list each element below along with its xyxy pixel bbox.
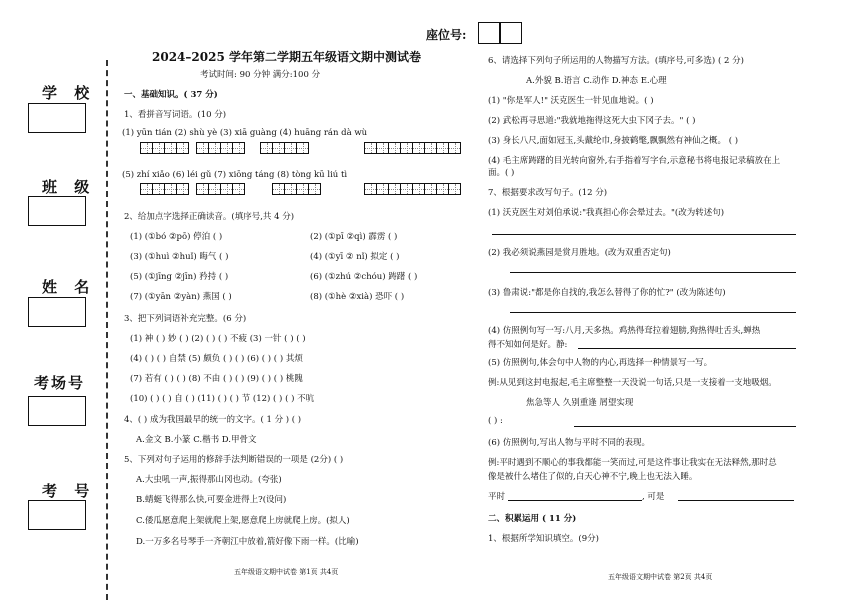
- answer-line-4[interactable]: [578, 348, 796, 349]
- exam-info: 考试时间: 90 分钟 满分:100 分: [200, 70, 321, 80]
- school-label: 学 校: [42, 84, 96, 102]
- q6-sentence-3: (3) 身长八尺,面如冠玉,头戴纶巾,身披鹤氅,飘飘然有神仙之概。 ( ): [488, 136, 739, 146]
- pinyin-row-2: (5) zhí xiǎo (6) léi gǔ (7) xiōng táng (8) tòng kū liú tì: [122, 170, 348, 180]
- q7-sentence-2: (2) 我必须说燕园是赏月胜地。(改为双重否定句): [488, 248, 671, 258]
- q7-kes-label: , 可是: [642, 492, 665, 502]
- answer-line-5[interactable]: [574, 426, 796, 427]
- writing-grid-5[interactable]: [140, 183, 188, 195]
- q7-sentence-4a: (4) 仿照例句写一写:八月,天多热。鸡热得耷拉着翅膀,狗热得吐舌头,蝉热: [488, 326, 761, 336]
- q2-item-5: (5) (①jīng ②jīn) 矜持 ( ): [130, 272, 229, 282]
- q7-sentence-4b: 得不知如何是好。静:: [488, 340, 568, 350]
- q6-options: A.外貌 B.语言 C.动作 D.神态 E.心理: [526, 76, 667, 86]
- q4-options: A.金文 B.小篆 C.楷书 D.甲骨文: [136, 435, 257, 445]
- q2-item-7: (7) (①yān ②yàn) 燕国 ( ): [130, 292, 232, 302]
- page-footer-2: 五年级语文期中试卷 第2页 共4页: [608, 573, 713, 581]
- q5-option-b: B.蜻蜓飞得那么快,可要金进得上?(设问): [136, 495, 287, 505]
- answer-line-6[interactable]: [508, 500, 642, 501]
- q7-scenario-paren: ( ) :: [488, 416, 503, 426]
- class-field[interactable]: [28, 196, 86, 226]
- seat-box-1[interactable]: [478, 22, 500, 44]
- q5-question: 5、下列对句子运用的修辞手法判断错误的一项是 (2分) ( ): [124, 455, 344, 465]
- q7-scenarios: 焦急等人 久别重逢 屑望实现: [526, 398, 634, 408]
- q6-sentence-4a: (4) 毛主席踌躇的目光转向窗外,右手指着写字台,示意秘书将电报记录稿放在上: [488, 156, 781, 166]
- q6-sentence-4b: 面。( ): [488, 168, 515, 178]
- answer-line-1[interactable]: [492, 234, 796, 235]
- s2-q1-heading: 1、根据所学知识填空。(9分): [488, 534, 599, 544]
- q3-row-1: (1) 神 ( ) 妙 ( ) (2) ( ) ( ) 不疲 (3) 一针 ( ) ( ): [130, 334, 306, 344]
- q7-example-1: 例:从见到这封电报起,毛主席整整一天没说一句话,只是一支接着一支地吸烟。: [488, 378, 777, 388]
- q7-sentence-3: (3) 鲁肃说:"都是你自找的,我怎么替得了你的忙?" (改为陈述句): [488, 288, 726, 298]
- q3-heading: 3、把下列词语补充完整。(6 分): [124, 314, 247, 324]
- q5-option-a: A.大虫吼一声,振得那山冈也动。(夸张): [136, 475, 282, 485]
- q2-item-6: (6) (①zhú ②chóu) 踌躇 ( ): [310, 272, 418, 282]
- q5-option-c: C.倭瓜愿意爬上架就爬上架,愿意爬上房就爬上房。(拟人): [136, 516, 350, 526]
- writing-grid-2[interactable]: [196, 142, 244, 154]
- seat-number-label: 座位号:: [426, 28, 467, 42]
- writing-grid-7[interactable]: [272, 183, 320, 195]
- q3-row-3: (7) 若有 ( ) ( ) (8) 不由 ( ) ( ) (9) ( ) ( ) 桃隗: [130, 374, 303, 384]
- name-label: 姓 名: [42, 278, 96, 296]
- q7-example-2a: 例:平时遇到不顺心的事我都能一笑而过,可是这件事让我实在无法释然,那时总: [488, 458, 777, 468]
- page-footer-1: 五年级语文期中试卷 第1页 共4页: [234, 568, 339, 576]
- seat-box-2[interactable]: [500, 22, 522, 44]
- exam-room-label: 考场号: [34, 374, 86, 392]
- writing-grid-3[interactable]: [260, 142, 308, 154]
- writing-grid-4[interactable]: [364, 142, 460, 154]
- pinyin-row-1: (1) yūn tián (2) shù yè (3) xiā guàng (4) huāng rán dà wù: [122, 128, 368, 138]
- q7-heading: 7、根据要求改写句子。(12 分): [488, 188, 608, 198]
- exam-room-field[interactable]: [28, 396, 86, 426]
- q2-item-3: (3) (①huì ②huǐ) 晦气 ( ): [130, 252, 229, 262]
- q6-sentence-1: (1) "你是军人!" 沃克医生一针见血地说。( ): [488, 96, 654, 106]
- q7-sentence-1: (1) 沃克医生对刘伯承说:"我真担心你会晕过去。"(改为转述句): [488, 208, 725, 218]
- q3-row-4: (10) ( ) ( ) 自 ( ) (11) ( ) ( ) 节 (12) ( ) ( ) 不吭: [130, 394, 315, 404]
- q2-item-8: (8) (①hè ②xià) 恐吓 ( ): [310, 292, 405, 302]
- school-field[interactable]: [28, 103, 86, 133]
- name-field[interactable]: [28, 297, 86, 327]
- exam-number-field[interactable]: [28, 500, 86, 530]
- q6-sentence-2: (2) 武松再寻思道:"我就地拖得这死大虫下冈子去。" ( ): [488, 116, 696, 126]
- q1-heading: 1、看拼音写词语。(10 分): [124, 110, 227, 120]
- writing-grid-6[interactable]: [196, 183, 244, 195]
- q7-ping-label: 平时: [488, 492, 506, 502]
- q7-sentence-5: (5) 仿照例句,体会句中人物的内心,再选择一种情景写一写。: [488, 358, 713, 368]
- answer-line-2[interactable]: [510, 272, 796, 273]
- q6-heading: 6、请选择下列句子所运用的人物描写方法。(填序号,可多选) ( 2 分): [488, 56, 744, 66]
- q2-heading: 2、给加点字选择正确读音。(填序号,共 4 分): [124, 212, 295, 222]
- q2-item-2: (2) (①pī ②qì) 霹雳 ( ): [310, 232, 398, 242]
- q2-item-1: (1) (①bó ②pō) 停泊 ( ): [130, 232, 223, 242]
- section-2-heading: 二、积累运用 ( 11 分): [488, 514, 577, 524]
- q2-item-4: (4) (①yī ② nǐ) 拟定 ( ): [310, 252, 400, 262]
- answer-line-3[interactable]: [510, 312, 796, 313]
- q3-row-2: (4) ( ) ( ) 自禁 (5) 颇负 ( ) ( ) (6) ( ) ( ) 其烦: [130, 354, 303, 364]
- exam-number-label: 考 号: [42, 482, 96, 500]
- q7-example-2b: 像是被什么堵住了似的,白天心神不宁,晚上也无法入睡。: [488, 472, 698, 482]
- binding-dashed-line: [106, 60, 108, 600]
- section-1-heading: 一、基础知识。( 37 分): [124, 90, 218, 100]
- q5-option-d: D.一万多名号琴手一齐朝江中放着,箭好像下雨一样。(比喻): [136, 537, 359, 547]
- writing-grid-8[interactable]: [364, 183, 460, 195]
- writing-grid-1[interactable]: [140, 142, 188, 154]
- q7-sentence-6: (6) 仿照例句,写出人物与平时不同的表现。: [488, 438, 650, 448]
- class-label: 班 级: [42, 178, 96, 196]
- q4-question: 4、( ) 成为我国最早的统一的文字。( 1 分 ) ( ): [124, 415, 302, 425]
- exam-title: 2024–2025 学年第二学期五年级语文期中测试卷: [152, 50, 421, 64]
- answer-line-7[interactable]: [678, 500, 794, 501]
